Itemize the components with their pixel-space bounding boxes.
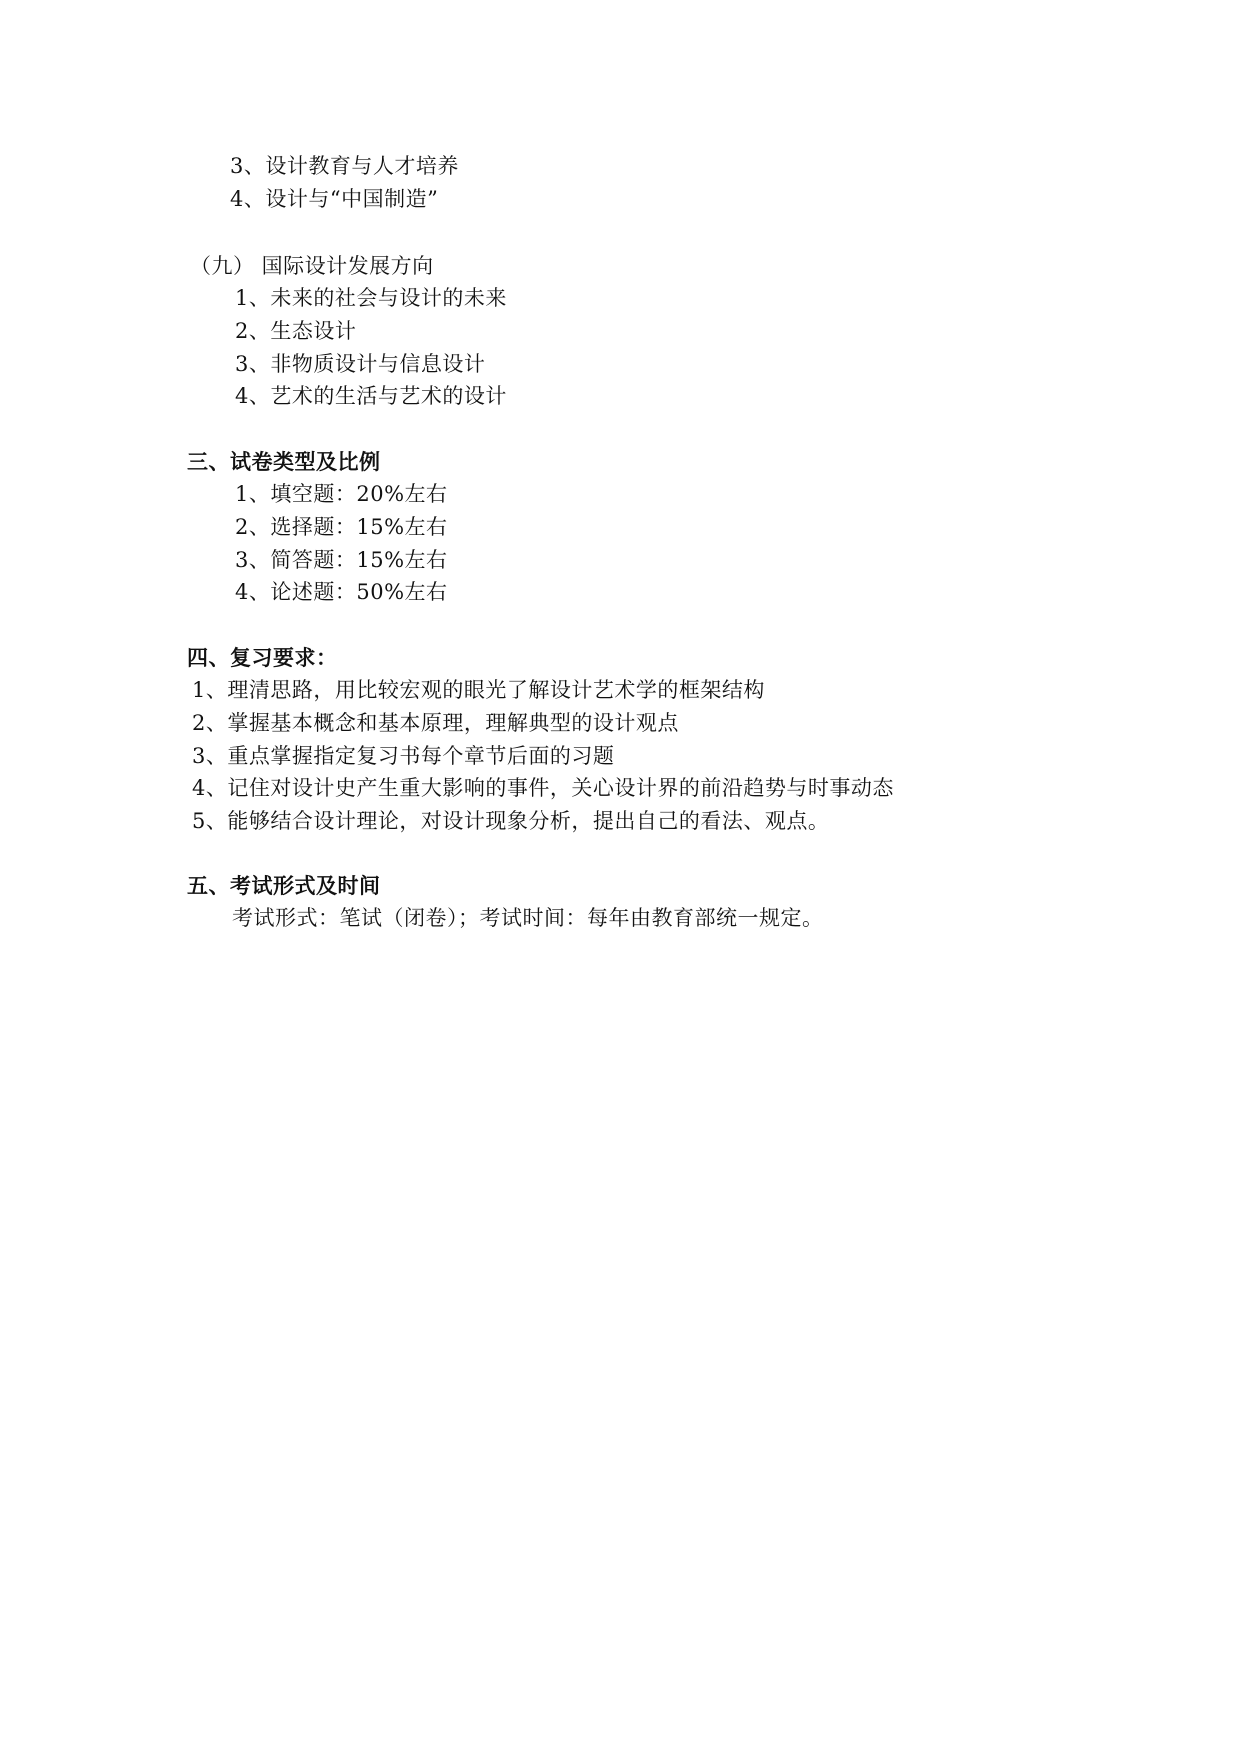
list-item: 3、设计教育与人才培养: [230, 154, 459, 178]
section-heading-3: 三、试卷类型及比例: [187, 450, 381, 474]
list-item: 3、重点掌握指定复习书每个章节后面的习题: [192, 744, 615, 768]
section-heading-5: 五、考试形式及时间: [187, 874, 381, 898]
list-item: 2、生态设计: [235, 319, 357, 343]
section-heading-4: 四、复习要求：: [187, 646, 338, 670]
list-item: 4、设计与“中国制造”: [230, 187, 439, 211]
list-item: 5、能够结合设计理论，对设计现象分析，提出自己的看法、观点。: [192, 809, 830, 833]
list-item: 2、选择题：15%左右: [235, 515, 448, 539]
list-item: 2、掌握基本概念和基本原理，理解典型的设计观点: [192, 711, 679, 735]
list-item: 3、简答题：15%左右: [235, 548, 448, 572]
list-item: 4、论述题：50%左右: [235, 580, 448, 604]
list-item: 1、填空题：20%左右: [235, 482, 448, 506]
section-heading-9: （九） 国际设计发展方向: [190, 254, 434, 278]
list-item: 1、理清思路，用比较宏观的眼光了解设计艺术学的框架结构: [192, 678, 765, 702]
list-item: 4、艺术的生活与艺术的设计: [235, 384, 507, 408]
section-body: 考试形式：笔试（闭卷）；考试时间：每年由教育部统一规定。: [232, 906, 824, 930]
list-item: 3、非物质设计与信息设计: [235, 352, 486, 376]
list-item: 1、未来的社会与设计的未来: [235, 286, 507, 310]
list-item: 4、记住对设计史产生重大影响的事件，关心设计界的前沿趋势与时事动态: [192, 776, 894, 800]
